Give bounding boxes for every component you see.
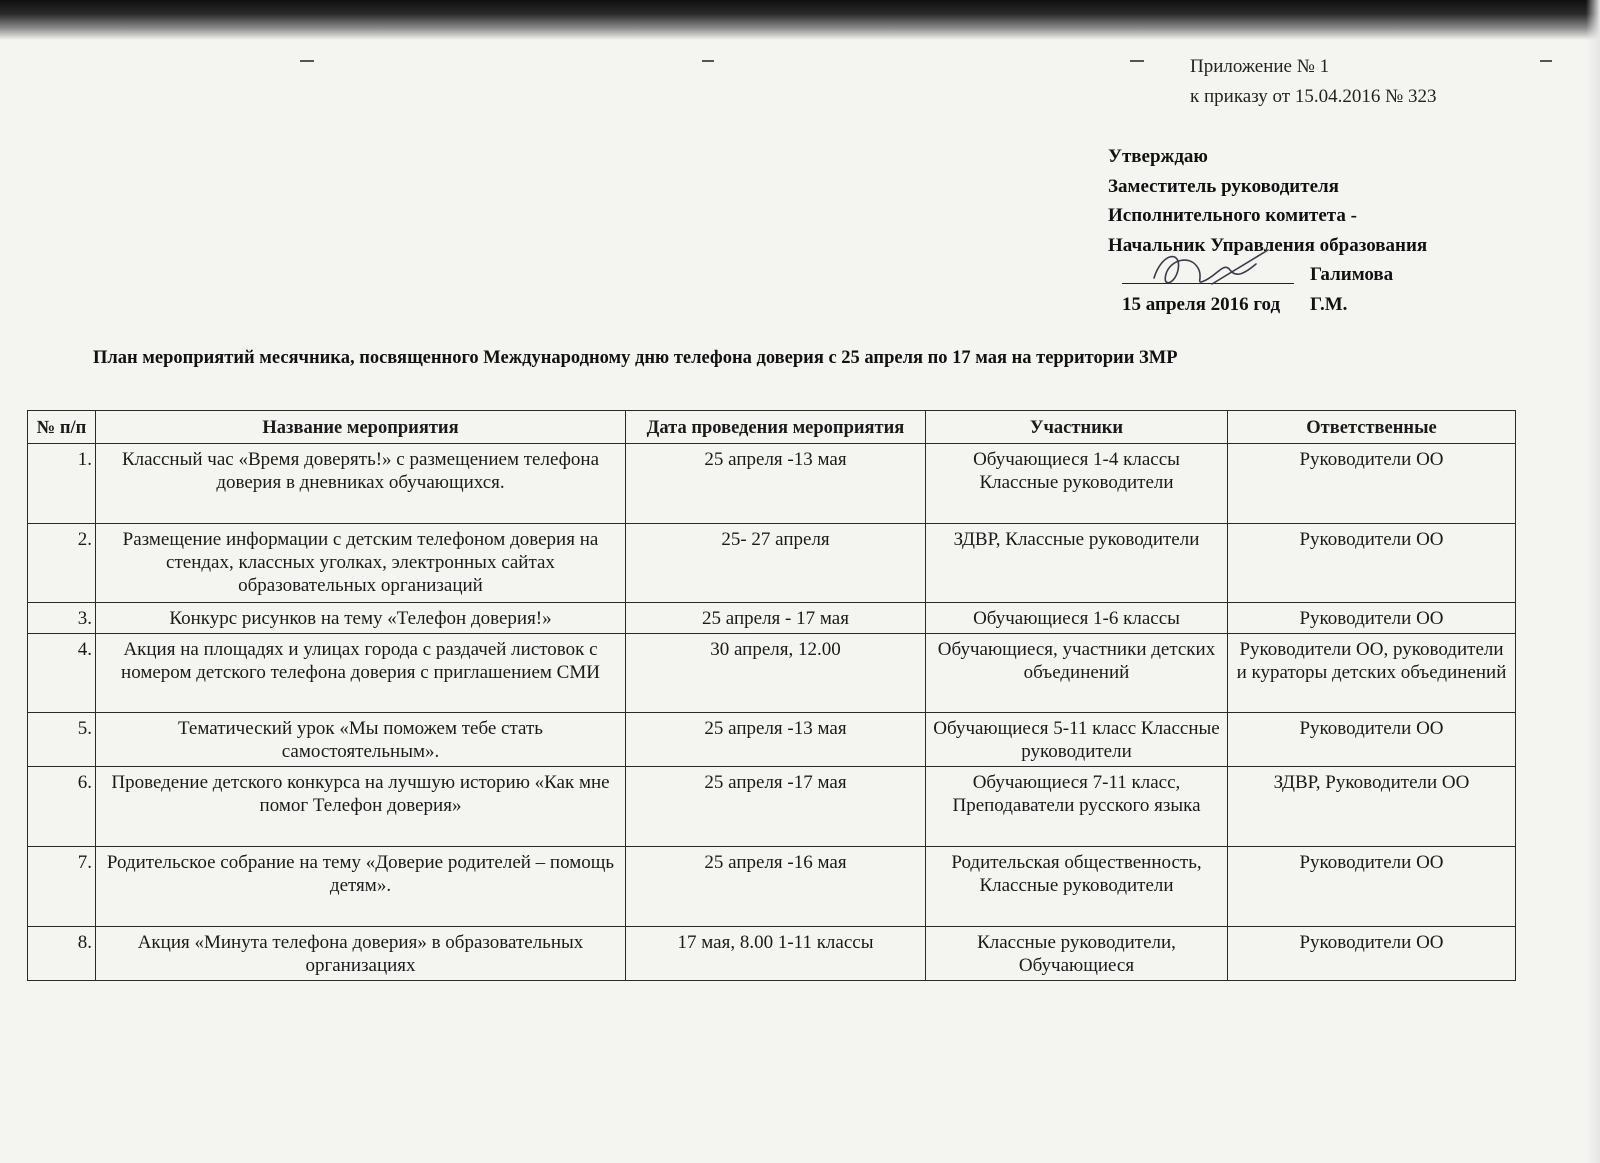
- scan-edge-shadow: [1586, 0, 1600, 1163]
- cell-event-name: Акция на площадях и улицах города с раздачей листовок с номером детского телефона доверия с приглашением СМИ: [96, 634, 626, 713]
- cell-number: 3.: [28, 603, 96, 634]
- cell-responsible: Руководители ОО: [1228, 847, 1516, 927]
- approval-line: Начальник Управления образования: [1108, 234, 1428, 256]
- cell-number: 6.: [28, 767, 96, 847]
- scan-artifact: [300, 60, 314, 62]
- cell-participants: Обучающиеся 5-11 класс Классные руководители: [926, 713, 1228, 767]
- cell-participants: ЗДВР, Классные руководители: [926, 524, 1228, 603]
- cell-date: 25 апреля - 17 мая: [626, 603, 926, 634]
- approval-date: 15 апреля 2016 год: [1122, 293, 1281, 315]
- cell-number: 7.: [28, 847, 96, 927]
- plan-title: План мероприятий месячника, посвященного Международному дню телефона доверия с 25 апреля по 17 мая на территории ЗМР: [93, 348, 1178, 368]
- table-row: [28, 713, 1516, 767]
- annex-order: к приказу от 15.04.2016 № 323: [1190, 86, 1437, 107]
- table-header-row: [28, 411, 1516, 444]
- cell-participants: Обучающиеся, участники детских объединений: [926, 634, 1228, 713]
- scan-edge-shadow: [0, 0, 1600, 40]
- header-number: № п/п: [28, 411, 96, 444]
- table-row: [28, 444, 1516, 524]
- cell-participants: Родительская общественность, Классные руководители: [926, 847, 1228, 927]
- cell-event-name: Конкурс рисунков на тему «Телефон доверия!»: [96, 603, 626, 634]
- cell-event-name: Тематический урок «Мы поможем тебе стать самостоятельным».: [96, 713, 626, 767]
- scan-artifact: [1130, 60, 1144, 62]
- events-table: [27, 410, 1516, 981]
- cell-number: 4.: [28, 634, 96, 713]
- approval-line: Заместитель руководителя: [1108, 175, 1339, 197]
- header-date: Дата проведения мероприятия: [626, 411, 926, 444]
- cell-date: 25 апреля -13 мая: [626, 444, 926, 524]
- cell-event-name: Классный час «Время доверять!» с размещением телефона доверия в дневниках обучающихся.: [96, 444, 626, 524]
- cell-number: 5.: [28, 713, 96, 767]
- table-row: [28, 767, 1516, 847]
- signature-icon: [1148, 244, 1278, 294]
- cell-responsible: Руководители ОО: [1228, 603, 1516, 634]
- table-row: [28, 524, 1516, 603]
- table-row: [28, 847, 1516, 927]
- annex-number: Приложение № 1: [1190, 56, 1330, 77]
- approval-line: Утверждаю: [1108, 146, 1208, 167]
- header-responsible: Ответственные: [1228, 411, 1516, 444]
- cell-event-name: Проведение детского конкурса на лучшую историю «Как мне помог Телефон доверия»: [96, 767, 626, 847]
- cell-participants: Обучающиеся 1-4 классы Классные руководители: [926, 444, 1228, 524]
- cell-event-name: Родительское собрание на тему «Доверие родителей – помощь детям».: [96, 847, 626, 927]
- cell-responsible: Руководители ОО: [1228, 927, 1516, 981]
- cell-responsible: Руководители ОО: [1228, 524, 1516, 603]
- cell-responsible: Руководители ОО, руководители и кураторы детских объединений: [1228, 634, 1516, 713]
- cell-number: 8.: [28, 927, 96, 981]
- table-row: [28, 634, 1516, 713]
- cell-date: 25 апреля -16 мая: [626, 847, 926, 927]
- cell-participants: Обучающиеся 1-6 классы: [926, 603, 1228, 634]
- cell-event-name: Акция «Минута телефона доверия» в образовательных организациях: [96, 927, 626, 981]
- cell-responsible: ЗДВР, Руководители ОО: [1228, 767, 1516, 847]
- cell-participants: Обучающиеся 7-11 класс, Преподаватели русского языка: [926, 767, 1228, 847]
- signer-name: Галимова Г.М.: [1310, 264, 1394, 315]
- annex-header: [1190, 52, 1436, 112]
- cell-responsible: Руководители ОО: [1228, 713, 1516, 767]
- cell-event-name: Размещение информации с детским телефоном доверия на стендах, классных уголках, электронных сайтах образовательных организаций: [96, 524, 626, 603]
- scan-artifact: [1540, 60, 1552, 62]
- table-row: [28, 603, 1516, 634]
- header-event-name: Название мероприятия: [96, 411, 626, 444]
- cell-number: 2.: [28, 524, 96, 603]
- cell-date: 25 апреля -13 мая: [626, 713, 926, 767]
- table-row: [28, 927, 1516, 981]
- cell-responsible: Руководители ОО: [1228, 444, 1516, 524]
- cell-date: 30 апреля, 12.00: [626, 634, 926, 713]
- approval-line: Исполнительного комитета -: [1108, 205, 1357, 226]
- cell-date: 25- 27 апреля: [626, 524, 926, 603]
- approval-block: [1108, 142, 1427, 319]
- header-participants: Участники: [926, 411, 1228, 444]
- scan-artifact: [702, 60, 714, 62]
- cell-participants: Классные руководители, Обучающиеся: [926, 927, 1228, 981]
- cell-number: 1.: [28, 444, 96, 524]
- cell-date: 25 апреля -17 мая: [626, 767, 926, 847]
- cell-date: 17 мая, 8.00 1-11 классы: [626, 927, 926, 981]
